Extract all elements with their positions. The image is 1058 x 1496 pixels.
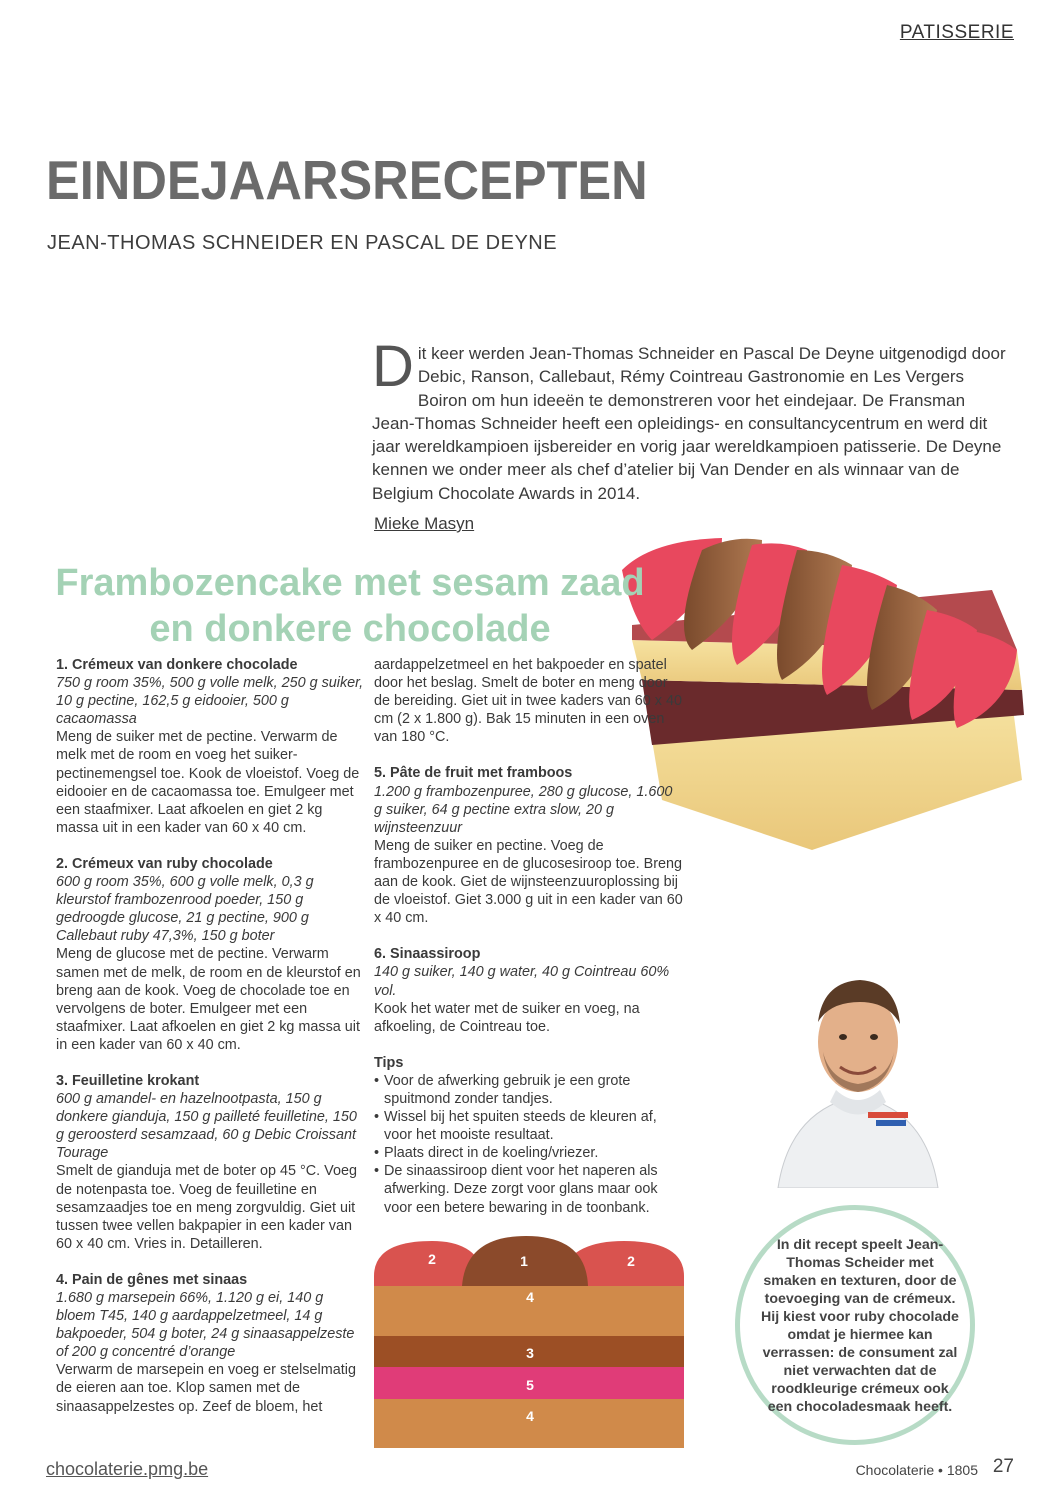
- step-2: [56, 855, 366, 1054]
- step-4-continued: aardappelzetmeel en het bakpoeder en spatel door het beslag. Smelt de boter en meng door de bereiding. Giet uit in twee kaders van 60 x 40 cm (2 x 1.800 g). Bak 15 minuten in een oven van 180 °C.: [374, 657, 682, 746]
- step-heading: 5. Pâte de fruit met framboos: [374, 765, 573, 782]
- tip-item: • Voor de afwerking gebruik je een grote spuitmond zonder tandjes.: [374, 1072, 684, 1108]
- authors-subtitle: JEAN-THOMAS SCHNEIDER EN PASCAL DE DEYNE: [47, 232, 558, 254]
- step-method: Smelt de gianduja met de boter op 45 °C. Voeg de notenpasta toe. Voeg de feuilletine en sesamzaadjes toe en meng zorgvuldig. Giet uit tussen twee vellen bakpapier in een kader van 60 x 40 cm. Vries in. Detailleren.: [56, 1163, 357, 1252]
- tip-item: • Plaats direct in de koeling/vriezer.: [374, 1144, 684, 1162]
- intro-text: it keer werden Jean-Thomas Schneider en Pascal De Deyne uitgenodigd door Debic, Ranson, Callebaut, Rémy Cointreau Gastronomie en Les Vergers Boiron om hun ideeën te demonstreren voor het eindejaar. De Fransman Jean-Thomas Schneider heeft een opleidings- en consultancycentrum en werd dit jaar wereldkampioen ijsbereider en vorig jaar wereldkampioen patisserie. De Deyne kennen we onder meer als chef d’atelier bij Van Dender en als winnaar van de Belgium Chocolate Awards in 2014.: [372, 344, 1006, 503]
- website-link[interactable]: chocolaterie.pmg.be: [46, 1459, 209, 1479]
- step-heading: 1. Crémeux van donkere chocolade: [56, 657, 298, 673]
- tip-item: • De sinaassiroop dient voor het naperen als afwerking. Deze zorgt voor glans maar ook voor een betere bewaring in de toonbank.: [374, 1162, 684, 1216]
- step-method: Meng de suiker en pectine. Voeg de frambozenpuree en de glucosesiroop toe. Breng aan de kook. Giet de wijnsteenzuuroplossing bij de vloeistof. Giet 3.000 g uit in een kader van 60 x 40 cm.: [374, 837, 683, 927]
- step-1: [56, 656, 366, 837]
- magazine-issue: Chocolaterie • 1805: [855, 1462, 978, 1478]
- layer-label: 2: [428, 1251, 436, 1267]
- step-4: [56, 1271, 366, 1416]
- step-method: Meng de suiker met de pectine. Verwarm de melk met de room en voeg het suiker-pectinemengsel toe. Kook de vloeistof. Voeg de eidooier en de cacaomassa toe. Emulgeer met een staafmixer. Laat afkoelen en giet 2 kg massa uit in een kader van 60 x 40 cm.: [56, 729, 360, 836]
- chef-portrait: [768, 962, 946, 1188]
- layer-label: 4: [526, 1408, 534, 1424]
- layer-label: 3: [526, 1345, 534, 1361]
- pull-quote: In dit recept speelt Jean-Thomas Scheider met smaken en texturen, door de toevoeging van de crémeux. Hij kiest voor ruby chocolade omdat je hiermee kan verrassen: de consument zal niet verwachten dat de roodkleurige crémeux ook een chocoladesmaak heeft.: [761, 1237, 959, 1415]
- step-6: [374, 945, 684, 1035]
- tips-list: [374, 1072, 684, 1217]
- tips: [374, 1054, 684, 1217]
- layer-label: 2: [627, 1253, 635, 1269]
- page-number: 27: [992, 1456, 1014, 1477]
- drop-cap: D: [372, 334, 414, 399]
- layer-diagram: [374, 1236, 684, 1448]
- section-tag[interactable]: PATISSERIE: [899, 22, 1014, 43]
- step-heading: 2. Crémeux van ruby chocolade: [56, 855, 273, 872]
- step-ingredients: 600 g room 35%, 600 g volle melk, 0,3 g kleurstof frambozenrood poeder, 150 g gedroogde glucose, 21 g pectine, 900 g Callebaut ruby 47,3%, 150 g boter: [56, 874, 314, 945]
- tip-item: • Wissel bij het spuiten steeds de kleuren af, voor het mooiste resultaat.: [374, 1108, 684, 1144]
- tips-heading: Tips: [374, 1054, 404, 1071]
- layer-label: 5: [526, 1377, 534, 1393]
- step-3: [56, 1072, 366, 1253]
- layer-label: 4: [526, 1289, 534, 1305]
- intro-paragraph: [372, 334, 1012, 505]
- recipe-column-1: [56, 656, 366, 1434]
- step-heading: 6. Sinaassiroop: [374, 946, 481, 963]
- recipe-column-2: [374, 656, 684, 1235]
- step-ingredients: 140 g suiker, 140 g water, 40 g Cointreau 60% vol.: [374, 964, 670, 999]
- step-heading: 3. Feuilletine krokant: [56, 1072, 200, 1089]
- page-title: EINDEJAARSRECEPTEN: [46, 149, 648, 211]
- step-method-part1: Verwarm de marsepein en voeg er stelselmatig de eieren aan toe. Klop samen met de sinaasappelzestes op. Zeef de bloem, het: [56, 1362, 356, 1415]
- recipe-title: Frambozencake met sesam zaad en donkere chocolade: [55, 562, 645, 650]
- step-ingredients: 600 g amandel- en hazelnootpasta, 150 g donkere gianduja, 150 g pailleté feuilletine, 150 g geroosterd sesamzaad, 60 g Debic Croissant Tourage: [56, 1091, 357, 1162]
- step-5: [374, 764, 684, 927]
- layer-label: 1: [520, 1253, 528, 1269]
- step-ingredients: 750 g room 35%, 500 g volle melk, 250 g suiker, 10 g pectine, 162,5 g eidooier, 500 g cacaomassa: [56, 675, 364, 728]
- step-ingredients: 1.680 g marsepein 66%, 1.120 g ei, 140 g bloem T45, 140 g aardappelzetmeel, 14 g bakpoeder, 504 g boter, 24 g sinaasappelzeste of 200 g concentré d’orange: [56, 1290, 355, 1361]
- step-method: Kook het water met de suiker en voeg, na afkoeling, de Cointreau toe.: [374, 1000, 640, 1035]
- author-byline[interactable]: Mieke Masyn: [374, 514, 475, 533]
- step-heading: 4. Pain de gênes met sinaas: [56, 1271, 248, 1288]
- step-ingredients: 1.200 g frambozenpuree, 280 g glucose, 1.600 g suiker, 64 g pectine extra slow, 20 g wijnsteenzuur: [374, 783, 673, 836]
- step-method: Meng de glucose met de pectine. Verwarm samen met de melk, de room en de kleurstof en breng aan de kook. Voeg de chocolade toe en vervolgens de boter. Emulgeer met een staafmixer. Laat afkoelen en giet 2 kg massa uit in een kader van 60 x 40 cm.: [56, 946, 361, 1053]
